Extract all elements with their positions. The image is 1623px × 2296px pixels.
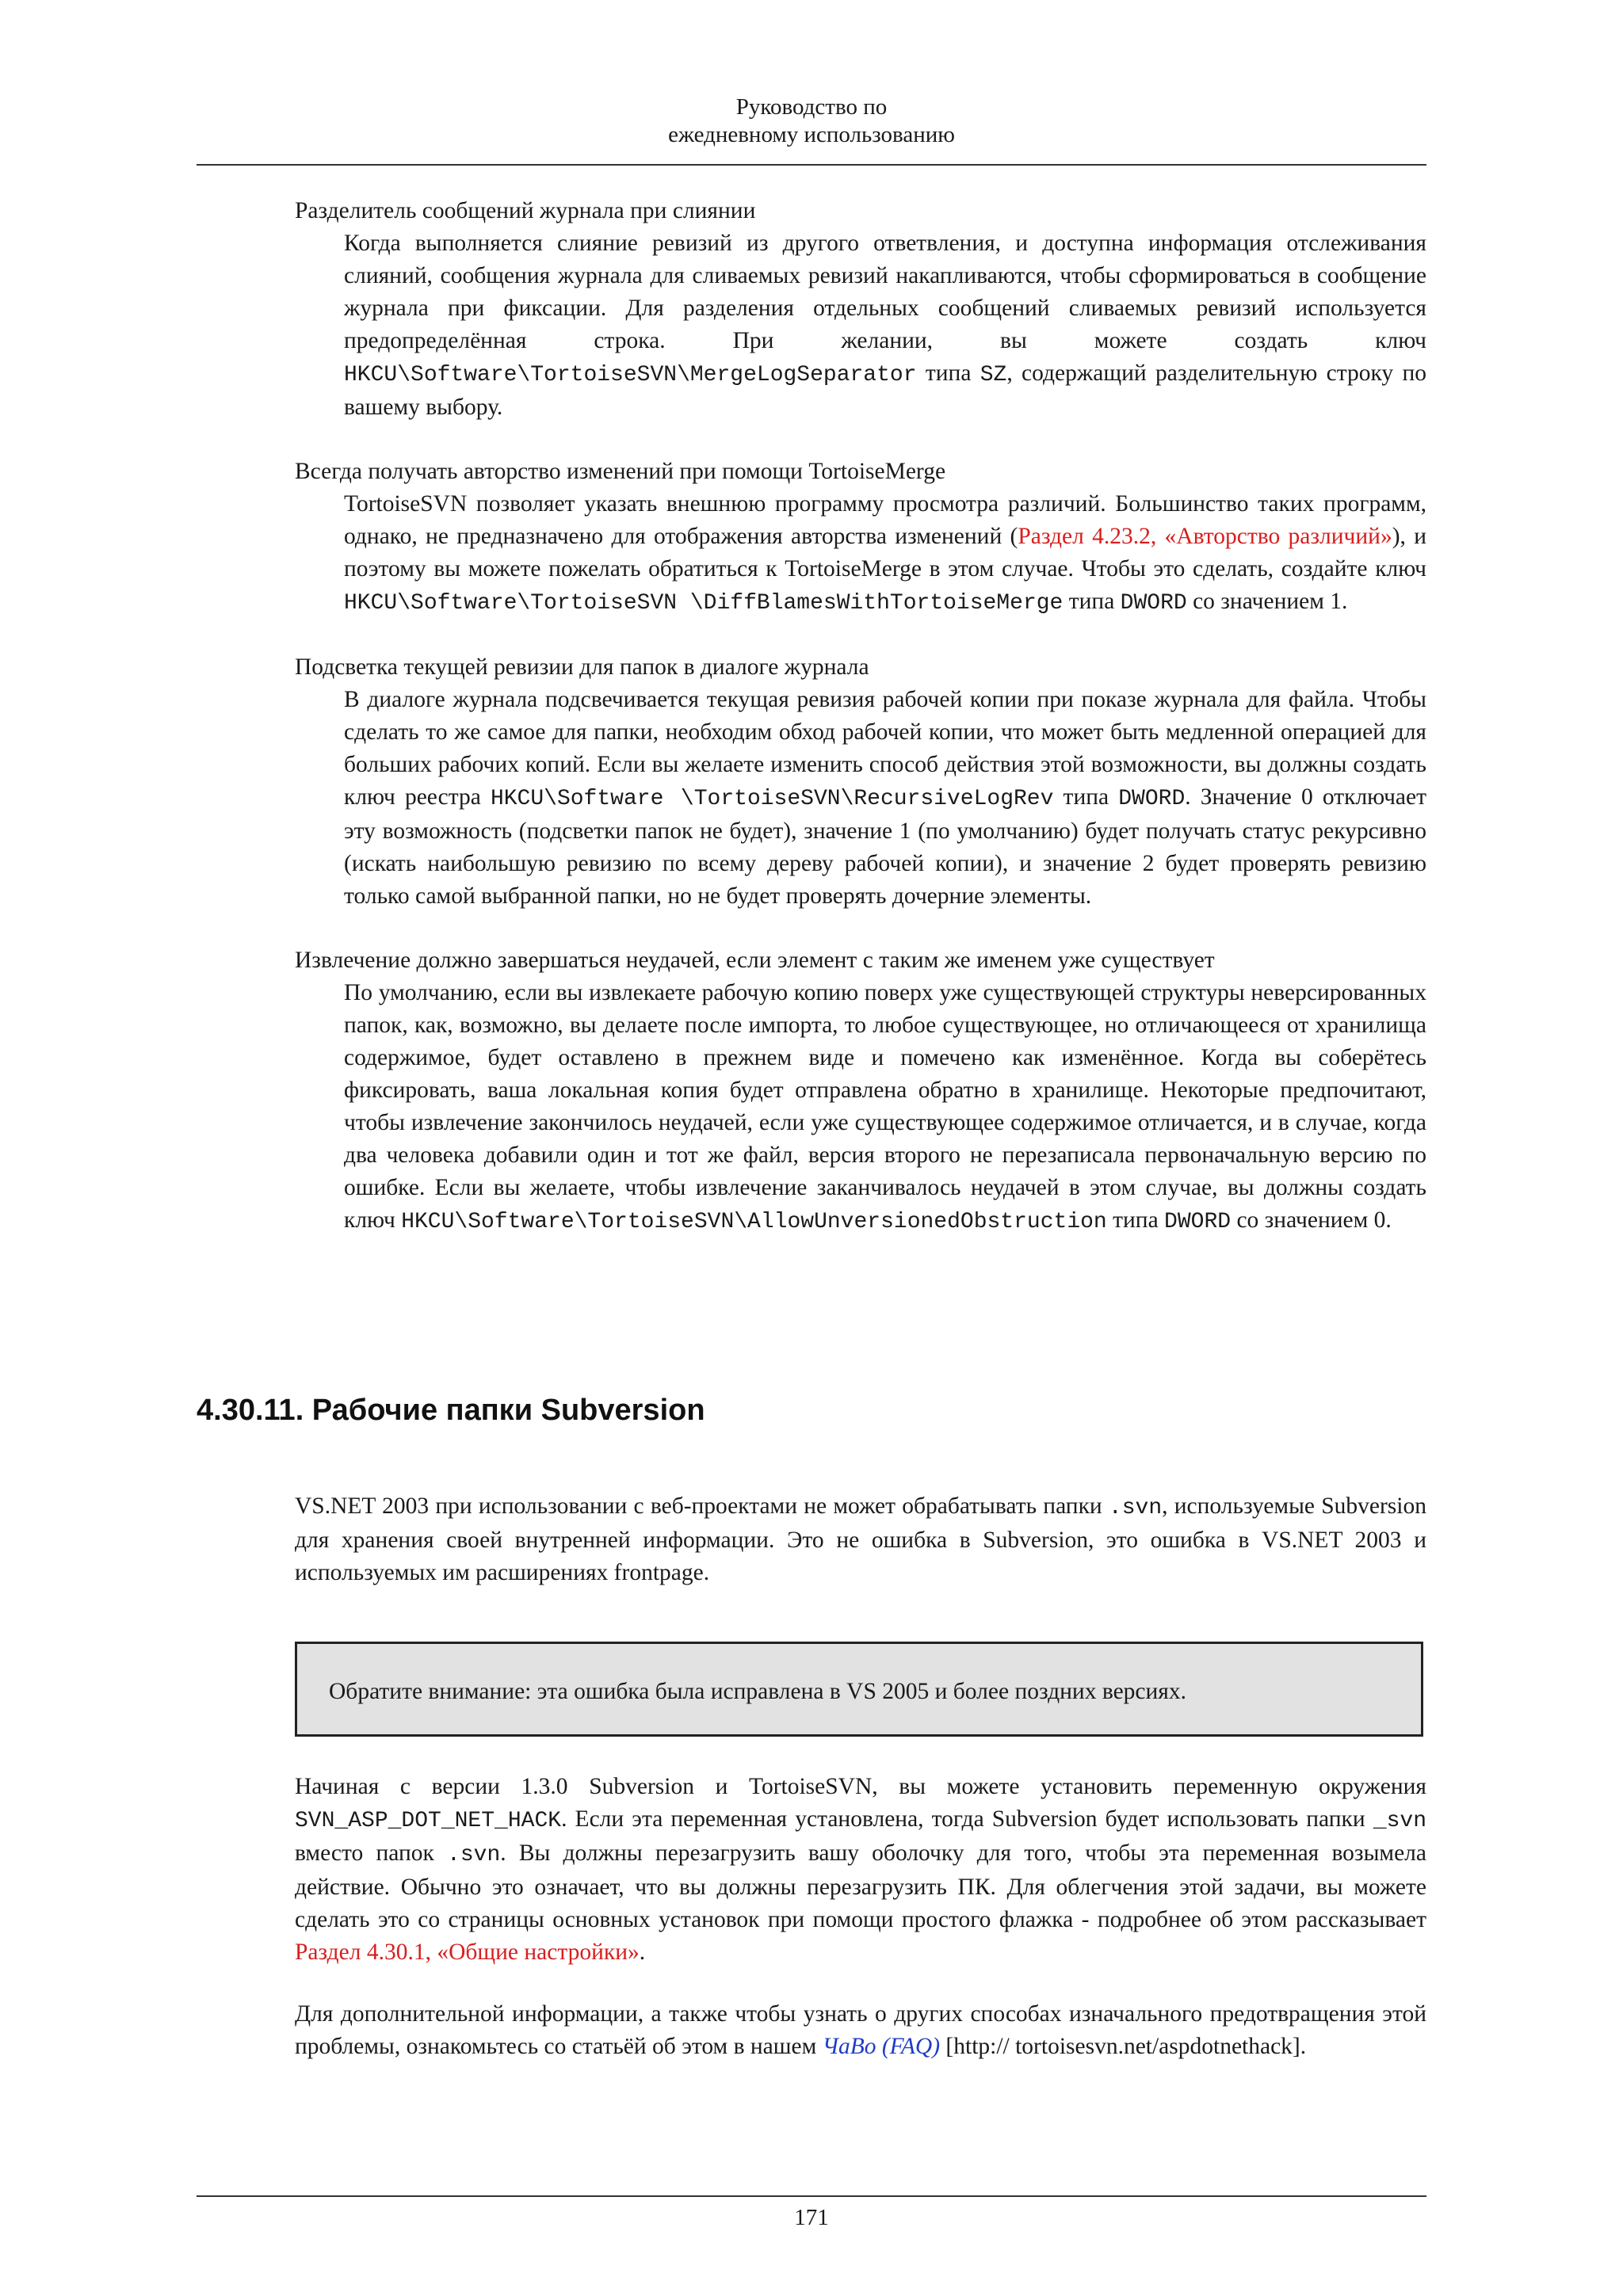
footer-rule xyxy=(197,2195,1426,2197)
entry-merge-log-separator xyxy=(295,195,1426,424)
registry-key: HKCU\Software\TortoiseSVN\AllowUnversionedObstruction xyxy=(401,1210,1107,1234)
page-number: 171 xyxy=(794,2205,829,2230)
xref-link-general-settings[interactable]: Раздел 4.30.1, «Общие настройки» xyxy=(295,1939,640,1965)
registry-type: DWORD xyxy=(1118,787,1186,811)
entry-diff-blames xyxy=(295,456,1426,620)
paragraph-more-info: Для дополнительной информации, а также чтобы узнать о других способах изначального предотвращения этой проблемы, ознакомьтесь со статьёй об этом в нашем ЧаВо (FAQ) [http:// tortoisesvn.net/aspdotnethack]. xyxy=(295,2001,1426,2059)
entry-definition: Когда выполняется слияние ревизий из другого ответвления, и доступна информация отслеживания слияний, сообщения журнала для сливаемых ревизий накапливаются, чтобы сформироваться в сообщение журнала при фиксации. Для разделения отдельных сообщений сливаемых ревизий используется предопределённая строка. При желании, вы можете создать ключ HKCU\Software\TortoiseSVN\MergeLogSeparator типа SZ, содержащий разделительную строку по вашему выбору. xyxy=(344,231,1426,420)
note-box xyxy=(295,1642,1423,1737)
paragraph-asp-dot-net-hack: Начиная с версии 1.3.0 Subversion и TortoiseSVN, вы можете установить переменную окружения SVN_ASP_DOT_NET_HACK. Если эта переменная установлена, тогда Subversion будет использовать папки _svn вместо папок .svn. Вы должны перезагрузить вашу оболочку для того, чтобы эта переменная возымела действие. Обычно это означает, что вы должны перезагрузить ПК. Для облегчения этой задачи, вы можете сделать это со страницы основных установок при помощи простого флажка - подробнее об этом рассказывает Раздел 4.30.1, «Общие настройки». xyxy=(295,1774,1426,1965)
registry-key: HKCU\Software \TortoiseSVN\RecursiveLogRev xyxy=(490,787,1054,811)
entry-definition: По умолчанию, если вы извлекаете рабочую копию поверх уже существующей структуры неверсированных папок, как, возможно, вы делаете после импорта, то любое существующее, но отличающееся от хранилища содержимое, будет оставлено в прежнем виде и помечено как изменённое. Когда вы соберётесь фиксировать, ваша локальная копия будет отправлена обратно в хранилище. Некоторые предпочитают, чтобы извлечение закончилось неудачей, если уже существующее содержимое отличается, и в случае, когда два человека добавили один и тот же файл, версия второго не перезаписала первоначальную версию по ошибке. Если вы желаете, чтобы извлечение заканчивалось неудачей в этом случае, вы должны создать ключ HKCU\Software\TortoiseSVN\AllowUnversionedObstruction типа DWORD со значением 0. xyxy=(344,980,1426,1234)
variable-list xyxy=(295,195,1426,1270)
entry-definition: TortoiseSVN позволяет указать внешнюю программу просмотра различий. Большинство таких программ, однако, не предназначено для отображения авторства изменений (Раздел 4.23.2, «Авторство различий»), и поэтому вы можете пожелать обратиться к TortoiseMerge в этом случае. Чтобы это сделать, создайте ключ HKCU\Software\TortoiseSVN \DiffBlamesWithTortoiseMerge типа DWORD со значением 1. xyxy=(344,491,1426,616)
entry-unversioned-obstruction xyxy=(295,944,1426,1238)
env-variable: SVN_ASP_DOT_NET_HACK xyxy=(295,1809,562,1833)
section-title: 4.30.11. Рабочие папки Subversion xyxy=(197,1394,705,1427)
xref-link-blame-diffs[interactable]: Раздел 4.23.2, «Авторство различий» xyxy=(1018,524,1392,549)
entry-recursive-log-rev xyxy=(295,651,1426,913)
registry-type: DWORD xyxy=(1164,1210,1232,1234)
inline-code: _svn xyxy=(1373,1809,1426,1833)
entry-term: Разделитель сообщений журнала при слиянии xyxy=(295,198,756,223)
running-header xyxy=(197,93,1426,149)
note-text: Обратите внимание: эта ошибка была исправлена в VS 2005 и более поздних версиях. xyxy=(329,1679,1186,1704)
registry-type: DWORD xyxy=(1120,591,1187,616)
registry-key: HKCU\Software\TortoiseSVN \DiffBlamesWithTortoiseMerge xyxy=(344,591,1064,616)
entry-definition: В диалоге журнала подсвечивается текущая ревизия рабочей копии при показе журнала для файла. Чтобы сделать то же самое для папки, необходим обход рабочей копии, что может быть медленной операцией для больших рабочих копий. Если вы желаете изменить способ действия этой возможности, вы должны создать ключ реестра HKCU\Software \TortoiseSVN\RecursiveLogRev типа DWORD. Значение 0 отключает эту возможность (подсветки папок не будет), значение 1 (по умолчанию) будет получать статус рекурсивно (искать наибольшую ревизию по всему дереву рабочей копии), и значение 2 будет проверять ревизию только самой выбранной папки, но не будет проверять дочерние элементы. xyxy=(344,687,1427,909)
header-line-1: Руководство по xyxy=(735,94,888,120)
entry-term: Извлечение должно завершаться неудачей, если элемент с таким же именем уже существует xyxy=(295,948,1215,973)
registry-key: HKCU\Software\TortoiseSVN\MergeLogSeparator xyxy=(344,363,917,387)
faq-link[interactable]: ЧаВо (FAQ) xyxy=(822,2034,941,2059)
paragraph-vsnet: VS.NET 2003 при использовании с веб-проектами не может обрабатывать папки .svn, используемые Subversion для хранения своей внутренней информации. Это не ошибка в Subversion, это ошибка в VS.NET 2003 и используемых им расширениях frontpage. xyxy=(295,1493,1426,1585)
entry-term: Всегда получать авторство изменений при помощи TortoiseMerge xyxy=(295,459,946,484)
entry-term: Подсветка текущей ревизии для папок в диалоге журнала xyxy=(295,654,869,680)
header-rule xyxy=(197,164,1426,166)
registry-type: SZ xyxy=(980,363,1007,387)
inline-code: .svn xyxy=(1108,1496,1163,1520)
inline-code: .svn xyxy=(447,1843,501,1867)
header-line-2: ежедневному использованию xyxy=(668,122,955,147)
